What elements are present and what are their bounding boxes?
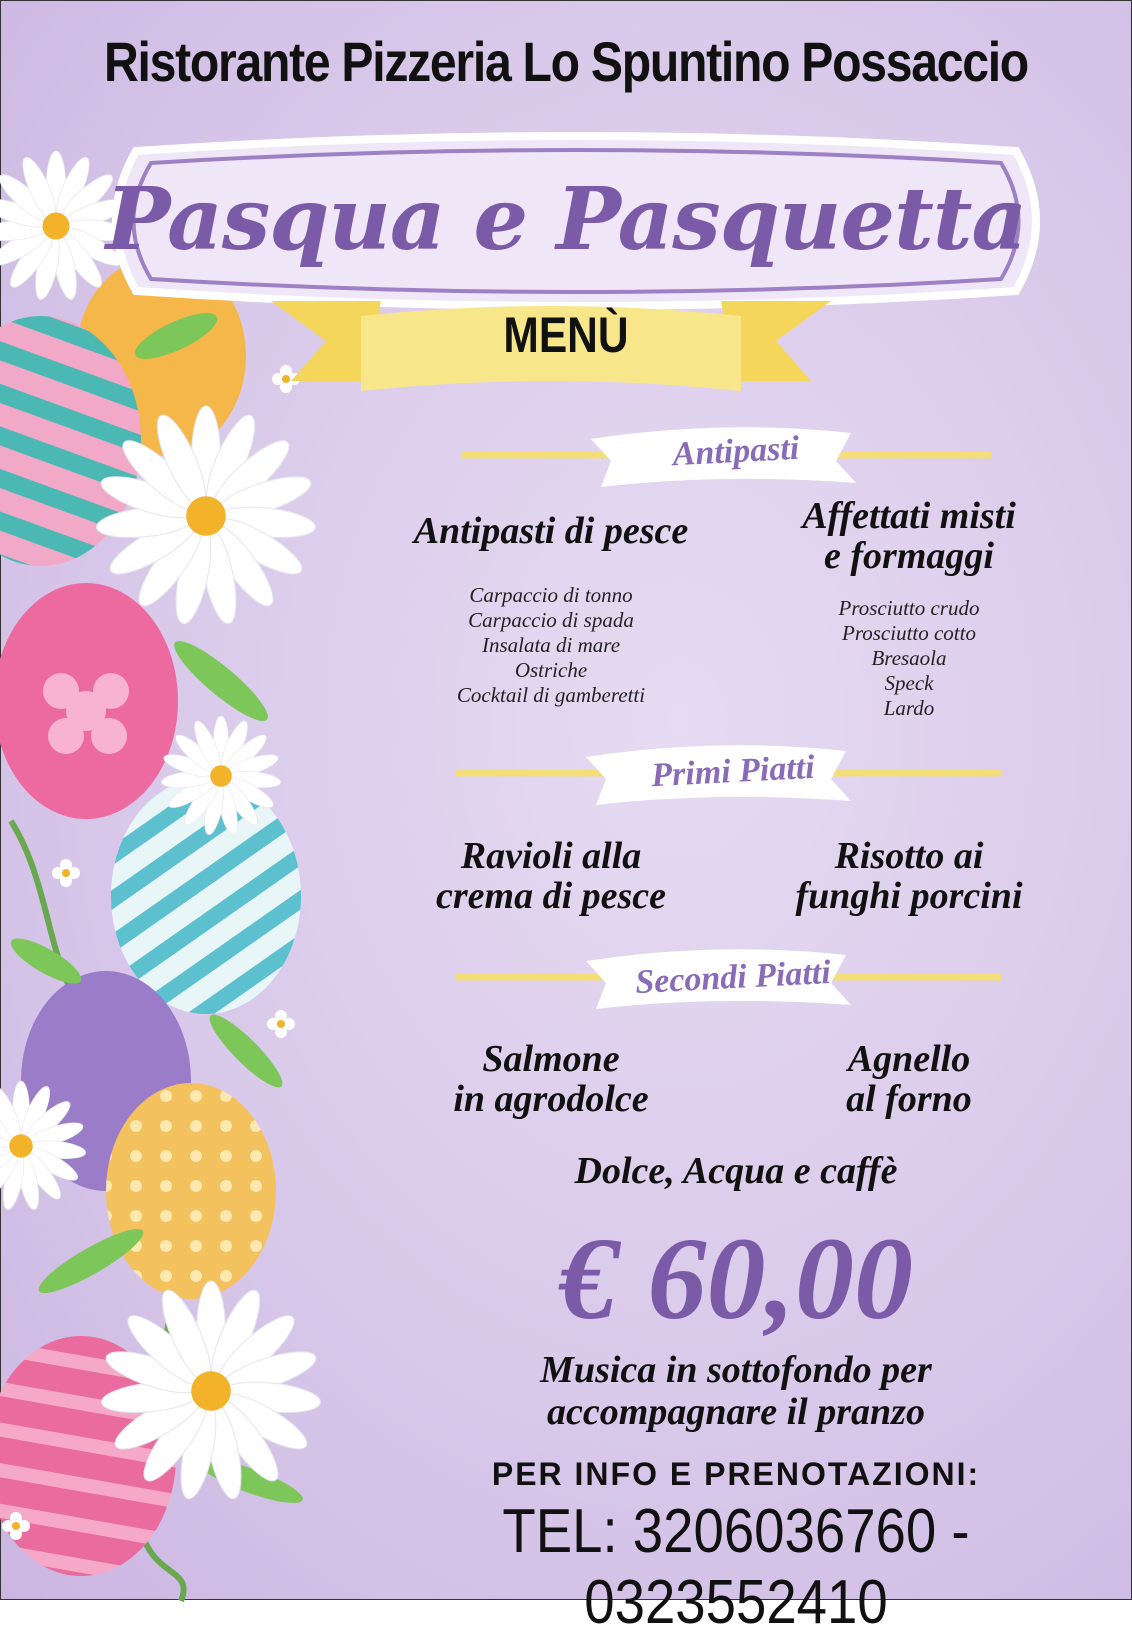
list-item: Bresaola: [871, 646, 947, 670]
antipasti-right-column: [729, 496, 1089, 721]
dish-name: funghi porcini: [795, 875, 1023, 917]
list-item: Lardo: [883, 696, 935, 720]
info-label: PER INFO E PRENOTAZIONI:: [491, 1456, 981, 1492]
primi-left-column: [371, 836, 731, 916]
list-item: Ostriche: [514, 658, 588, 682]
menu-label: MENÙ: [503, 307, 629, 363]
dish-name: Agnello: [847, 1038, 971, 1080]
menu-price: € 60,00: [559, 1213, 913, 1344]
included-extras: Dolce, Acqua e caffè: [574, 1150, 898, 1192]
event-title: Pasqua e Pasquetta: [105, 169, 1027, 270]
music-line: Musica in sottofondo per: [540, 1349, 932, 1391]
section-title-primi: Primi Piatti: [650, 748, 816, 795]
list-item: Prosciutto cotto: [842, 621, 976, 645]
list-item: Carpaccio di tonno: [469, 583, 633, 607]
list-item: Prosciutto crudo: [838, 596, 980, 620]
list-item: Carpaccio di spada: [468, 608, 634, 632]
dish-name: e formaggi: [824, 535, 994, 577]
list-item: Insalata di mare: [481, 633, 621, 657]
phone-numbers: TEL: 3206036760 - 0323552410: [502, 1497, 970, 1637]
restaurant-name: Ristorante Pizzeria Lo Spuntino Possaccio: [104, 30, 1028, 93]
dish-name: Affettati misti: [802, 495, 1016, 537]
list-item: Cocktail di gamberetti: [456, 683, 646, 707]
dish-name: Ravioli alla: [460, 835, 642, 877]
antipasti-left-column: [371, 511, 731, 708]
primi-right-column: [729, 836, 1089, 916]
dish-name: Antipasti di pesce: [413, 510, 689, 552]
secondi-left-column: [371, 1039, 731, 1119]
dish-name: crema di pesce: [435, 875, 667, 917]
music-line: accompagnare il pranzo: [547, 1391, 925, 1433]
dish-name: in agrodolce: [453, 1078, 649, 1120]
music-note: [341, 1349, 1131, 1433]
section-title-secondi: Secondi Piatti: [634, 953, 832, 1002]
dish-name: al forno: [846, 1078, 972, 1120]
section-title-antipasti: Antipasti: [671, 429, 801, 474]
dish-name: Salmone: [482, 1038, 620, 1080]
dish-name: Risotto ai: [834, 835, 984, 877]
list-item: Speck: [884, 671, 934, 695]
secondi-right-column: [729, 1039, 1089, 1119]
